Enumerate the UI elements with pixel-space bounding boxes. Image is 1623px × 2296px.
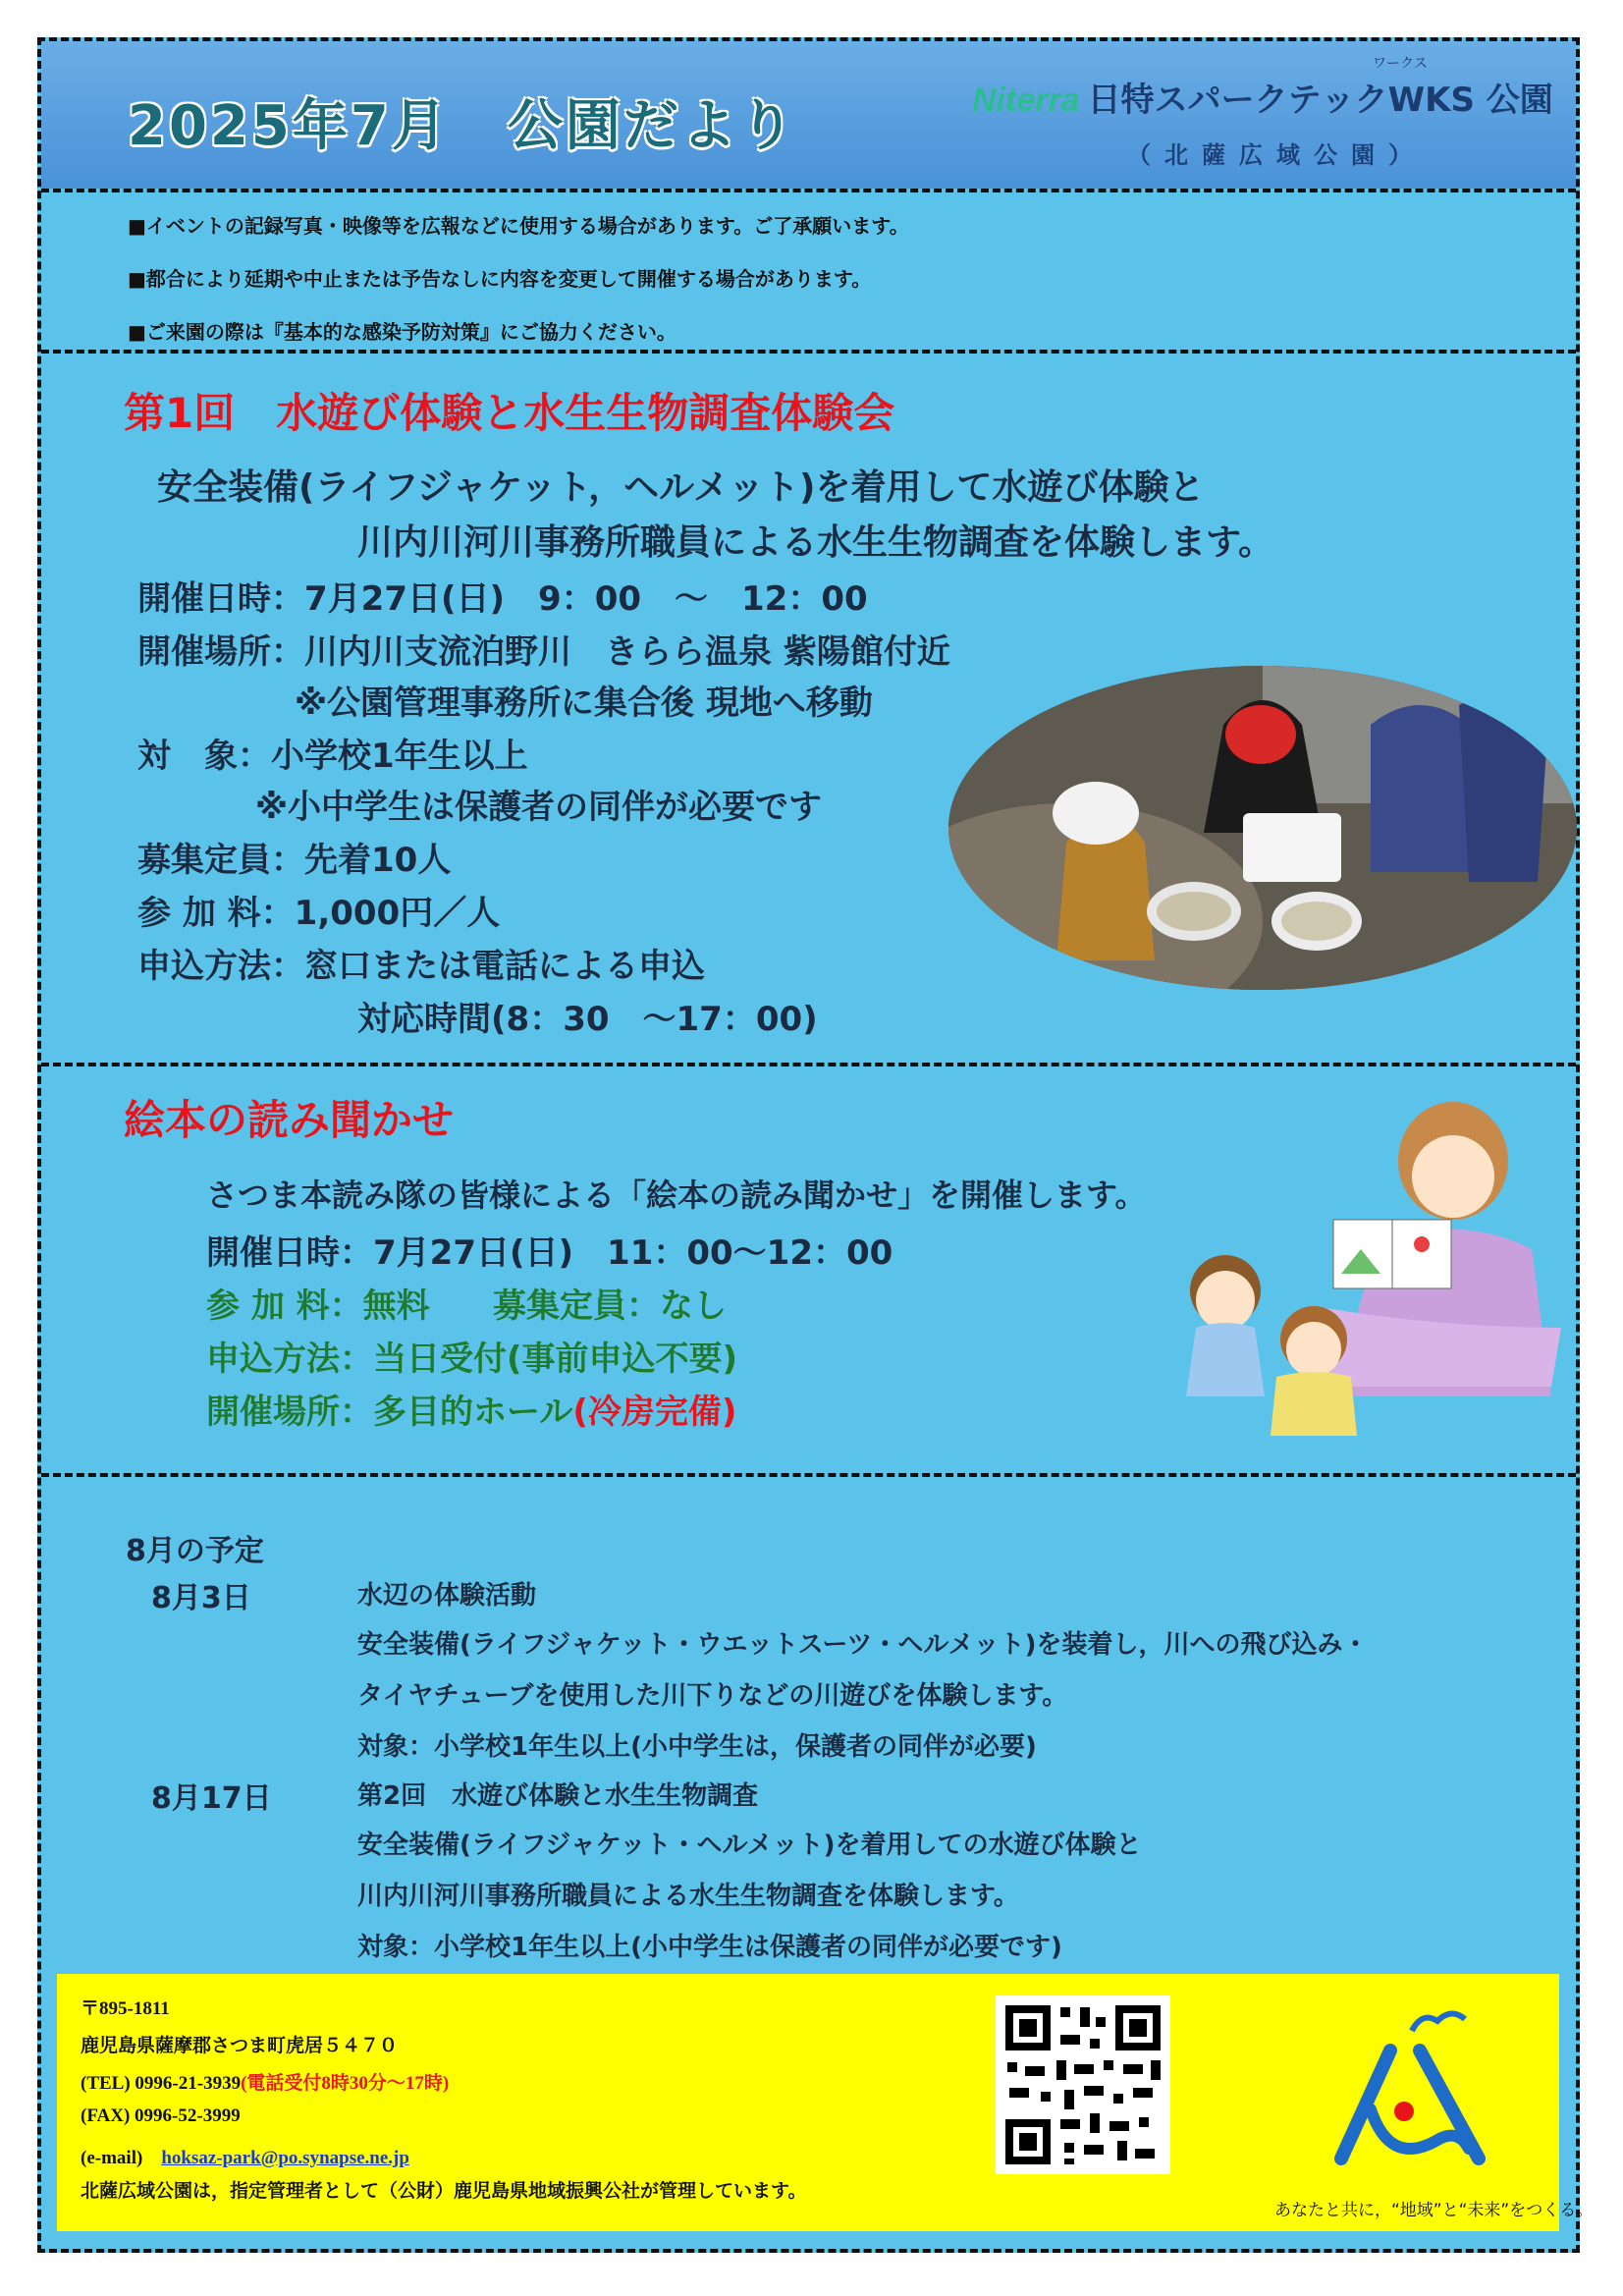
phone xyxy=(81,2068,449,2095)
august-heading: 8月の予定 xyxy=(126,1534,264,1568)
brand-ruby: ワークス xyxy=(1373,56,1428,72)
park-logo-icon xyxy=(1322,1992,1488,2178)
schedule-line: 川内川河川事務所職員による水生生物調査を体験します。 xyxy=(357,1882,1019,1911)
brand-prefix: Niterra xyxy=(972,82,1080,119)
event2-place-text: 開催場所：多目的ホール xyxy=(206,1393,573,1432)
water-activity-photo xyxy=(948,666,1577,990)
reading-illustration xyxy=(1168,1082,1561,1436)
brand-logo xyxy=(972,56,1553,121)
event1-target: 対 象：小学校1年生以上 xyxy=(137,737,528,776)
schedule-date: 8月17日 xyxy=(151,1781,272,1816)
event2-date: 開催日時：7月27日(日) 11：00～12：00 xyxy=(206,1233,893,1273)
qr-code-icon[interactable] xyxy=(996,1995,1170,2174)
notice-1: ■イベントの記録写真・映像等を広報などに使用する場合があります。ご了承願います。 xyxy=(128,214,909,238)
event1-desc-2: 川内川河川事務所職員による水生生物調査を体験します。 xyxy=(357,522,1274,563)
event2-apply: 申込方法：当日受付(事前申込不要) xyxy=(206,1339,738,1379)
notice-2: ■都合により延期や中止または予告なしに内容を変更して開催する場合があります。 xyxy=(128,267,872,291)
event1-target-note: ※小中学生は保護者の同伴が必要です xyxy=(255,788,823,827)
brand-name: 日特スパークテックWKS 公園 xyxy=(1087,81,1553,120)
schedule-title: 水辺の体験活動 xyxy=(357,1581,537,1611)
schedule-date: 8月3日 xyxy=(151,1581,251,1615)
page-title: 2025年7月 公園だより xyxy=(128,94,797,158)
postal-code: 〒895-1811 xyxy=(81,1998,170,2019)
divider xyxy=(41,1473,1576,1477)
address: 鹿児島県薩摩郡さつま町虎居５４７０ xyxy=(81,2036,399,2056)
slogan: あなたと共に，“地域”と“未来”をつくる。 xyxy=(1274,2201,1594,2220)
newsletter-frame xyxy=(37,37,1594,2253)
event2-desc: さつま本読み隊の皆様による「絵本の読み聞かせ」を開催します。 xyxy=(206,1176,1147,1214)
divider xyxy=(41,1063,1576,1066)
divider xyxy=(41,350,1576,354)
event2-place-note: (冷房完備) xyxy=(572,1393,737,1432)
event2-title: 絵本の読み聞かせ xyxy=(124,1096,455,1144)
park-subtitle: （北薩広域公園） xyxy=(1127,141,1426,169)
schedule-title: 第2回 水遊び体験と水生生物調査 xyxy=(357,1781,759,1811)
event1-place-note: ※公園管理事務所に集合後 現地へ移動 xyxy=(295,683,873,723)
schedule-line: 安全装備(ライフジャケット・ウエットスーツ・ヘルメット)を装着し，川への飛び込み・ xyxy=(357,1630,1369,1660)
header xyxy=(41,41,1576,189)
event2-fee: 参 加 料：無料 xyxy=(206,1286,430,1326)
contact-footer xyxy=(57,1974,1594,2231)
schedule-line: 対象：小学校1年生以上(小中学生は保護者の同伴が必要です) xyxy=(357,1933,1062,1962)
event1-place: 開催場所：川内川支流泊野川 きらら温泉 紫陽館付近 xyxy=(137,632,950,672)
schedule-line: 対象：小学校1年生以上(小中学生は，保護者の同伴が必要) xyxy=(357,1732,1037,1762)
schedule-line: 安全装備(ライフジャケット・ヘルメット)を着用しての水遊び体験と xyxy=(357,1831,1142,1860)
event2-place xyxy=(206,1385,736,1433)
phone-hours: (電話受付8時30分～17時) xyxy=(241,2073,450,2094)
photo-illustration xyxy=(948,666,1577,990)
email-label: (e-mail) xyxy=(81,2148,143,2168)
event1-capacity: 募集定員：先着10人 xyxy=(137,841,452,880)
event1-hours: 対応時間(8：30 ～17：00) xyxy=(357,1000,818,1039)
event2-capacity: 募集定員：なし xyxy=(493,1286,727,1326)
manager-note: 北薩広域公園は，指定管理者として（公財）鹿児島県地域振興公社が管理しています。 xyxy=(81,2181,807,2202)
email-row xyxy=(81,2143,409,2169)
event1-date: 開催日時：7月27日(日) 9：00 ～ 12：00 xyxy=(137,579,868,619)
phone-number: (TEL) 0996-21-3939 xyxy=(81,2073,242,2094)
event1-apply: 申込方法：窓口または電話による申込 xyxy=(137,947,705,986)
event1-title: 第1回 水遊び体験と水生生物調査体験会 xyxy=(124,389,895,437)
schedule-line: タイヤチューブを使用した川下りなどの川遊びを体験します。 xyxy=(357,1681,1068,1711)
divider xyxy=(41,189,1576,192)
fax: (FAX) 0996-52-3999 xyxy=(81,2105,241,2126)
notice-3: ■ご来園の際は『基本的な感染予防対策』にご協力ください。 xyxy=(128,320,676,344)
email-link[interactable]: hoksaz-park@po.synapse.ne.jp xyxy=(161,2148,409,2168)
event1-fee: 参 加 料：1,000円／人 xyxy=(137,894,501,933)
event1-desc-1: 安全装備(ライフジャケット，ヘルメット)を着用して水遊び体験と xyxy=(157,467,1205,508)
